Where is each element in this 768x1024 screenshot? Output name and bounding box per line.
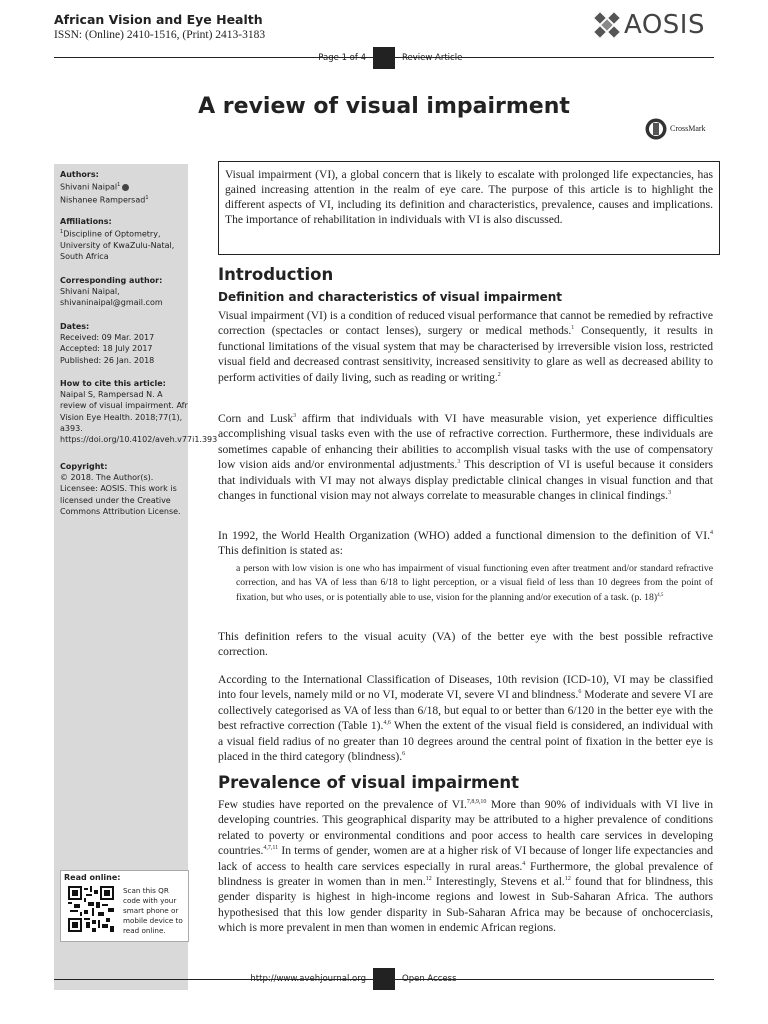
open-access-label: Open Access [402,974,457,984]
paragraph: According to the International Classification of Diseases, 10th revision (ICD-10), VI may be classified into four levels, namely mild or no VI, moderate VI, severe VI and blindness.$^6$ Moderate and severe VI are collectively categorised as VA of less than 6/18, but equal to or better than 6/120 in the better eye with the best refractive correction (Table 1).$^{4,6}$ When the extent of the visual field is considered, an individual with a visual field radius of no greater than 10 degrees around the central point of fixation in the better eye is placed in the third category (blindness).$^6$ [218,673,714,764]
corresponding-section [60,275,188,309]
journal-issn: ISSN: (Online) 2410-1516, (Print) 2413-3183 [54,29,266,41]
abstract-box [218,161,720,255]
publisher-name: AOSIS [624,10,705,40]
authors-heading: Authors: [60,170,99,179]
journal-name: African Vision and Eye Health [54,12,263,27]
page-number: Page 1 of 4 [318,53,366,63]
authors-section: Authors: Shivani Naipal$^1$ Nishanee Rampersad$^1$ [60,169,188,206]
copyright-heading: Copyright: [60,462,108,471]
date-published: Published: 26 Jan. 2018 [60,355,155,365]
paragraph: Visual impairment (VI) is a condition of reduced visual performance that cannot be remedied by refractive correction (spectacles or contact lenses), surgery or medical methods.$^1$ Consequently, it results in functional limitations of the visual system that may be characterised by irreversible vision loss, restricted visual field and decreased contrast sensitivity, increased sensitivity to glare as well as decreased ability to perform activities of daily living, such as reading or writing.$^2$ [218,309,713,384]
citation-heading: How to cite this article: [60,379,166,388]
crossmark-label: CrossMark [670,124,706,133]
author-name: Shivani Naipal [60,182,118,192]
footer-center-block [373,968,395,990]
crossmark-icon [645,118,667,140]
dates-heading: Dates: [60,322,90,331]
article-title: A review of visual impairment [198,94,570,119]
orcid-icon[interactable] [122,184,129,191]
block-quote: a person with low vision is one who has impairment of visual functioning even after treatment and/or standard refractive correction, and has VA of less than 6/18 to light perception, or a visual field of less than 10 degrees from the point of fixation, but who uses, or is potentially able to use, vision for the planning and/or execution of a task. (p. 18)$^{4,5}$ [236,563,713,603]
paragraph: Corn and Lusk$^3$ affirm that individuals with VI have measurable vision, yet experience difficulties accomplishing visual tasks even with the use of refractive correction. Furthermore, these individuals are sometimes capable of enhancing their abilities to accomplish visual tasks with the use of compensatory low vision aids and/or environmental adjustments.$^3$ This description of VI is useful because it considers that individuals with VI may not always display predictable clinical changes in visual function and that changes in functional vision may not always correlate to measurable changes in clinical findings.$^3$ [218,412,713,503]
author-name: Nishanee Rampersad [60,195,146,205]
section-heading-introduction: Introduction [218,265,334,284]
affiliation-text: Discipline of Optometry, University of KwaZulu-Natal, South Africa [60,229,175,262]
copyright-section [60,461,188,517]
citation-section [60,378,218,445]
corresponding-name: Shivani Naipal, [60,287,120,297]
crossmark-badge[interactable] [645,118,706,140]
paragraph: Few studies have reported on the prevalence of VI.$^{7,8,9,10}$ More than 90% of individuals with VI live in developing countries. This geographical disparity may be attributed to a higher prevalence of conditions related to poverty or environmental conditions and poor access to health care services in developing countries.$^{4,7,11}$ In terms of gender, women are at a higher risk of VI because of longer life expectancies and lack of access to health care services especially in rural areas.$^4$ Furthermore, the global prevalence of blindness is greater in women than in men.$^{12}$ Interestingly, Stevens et al.$^{12}$ found that for blindness, this gender disparity is highest in high-income regions and lowest in Sub-Saharan Africa. The authors hypothesised that this low gender disparity in Sub-Saharan Africa may be because of onchocerciasis, which is more prevalent in men than women in endemic African regions. [218,798,713,935]
publisher-logo [594,10,705,40]
qr-code-icon[interactable] [68,886,114,932]
read-online-text: Scan this QR code with your smart phone or mobile device to read online. [123,886,183,935]
affiliations-heading: Affiliations: [60,217,112,226]
header-center-block [373,47,395,69]
corresponding-heading: Corresponding author: [60,276,163,285]
affiliations-section: Affiliations: $^1$Discipline of Optometry, University of KwaZulu-Natal, South Africa [60,216,188,262]
citation-text[interactable]: Naipal S, Rampersad N. A review of visual impairment. Afr Vision Eye Health. 2018;77(1), a393. https://doi.org/10.4102/aveh.v77i1.393 [60,390,218,445]
abstract-text: Visual impairment (VI), a global concern that is likely to escalate with prolonged life expectancies, has gained increasing attention in the realm of eye care. The purpose of this article is to highlight the different aspects of VI, including its definition and characteristics, prevalence, causes and implications. The importance of rehabilitation in individuals with VI is also discussed. [225,168,713,226]
article-type: Review Article [402,53,463,63]
corresponding-email[interactable]: shivaninaipal@gmail.com [60,298,163,308]
date-accepted: Accepted: 18 July 2017 [60,344,153,354]
read-online-heading: Read online: [64,873,121,882]
aosis-logo-icon [594,12,620,38]
journal-url-link[interactable]: http://www.avehjournal.org [250,974,366,984]
paragraph: This definition refers to the visual acuity (VA) of the better eye with the best possible refractive correction. [218,630,713,659]
paragraph: In 1992, the World Health Organization (WHO) added a functional dimension to the definition of VI.$^4$ This definition is stated as: [218,529,713,558]
copyright-text: © 2018. The Author(s). Licensee: AOSIS. This work is licensed under the Creative Commons Attribution License. [60,473,181,516]
section-heading-prevalence: Prevalence of visual impairment [218,773,519,792]
date-received: Received: 09 Mar. 2017 [60,333,155,343]
dates-section [60,321,188,366]
subsection-heading-definition: Definition and characteristics of visual impairment [218,290,562,304]
